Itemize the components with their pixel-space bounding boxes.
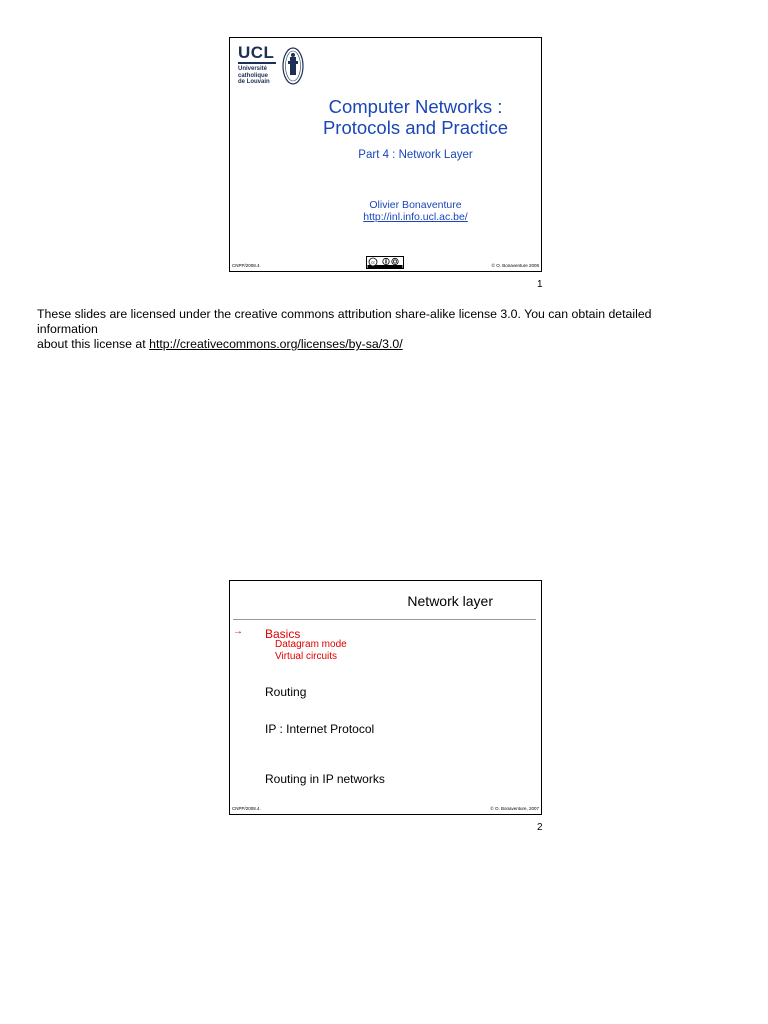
subitem-datagram-mode: Datagram mode bbox=[275, 639, 347, 650]
item-routing: Routing bbox=[265, 685, 307, 699]
slide-1-title: Computer Networks : Protocols and Practice bbox=[322, 96, 509, 138]
slide-1 bbox=[229, 37, 542, 272]
ucl-logo-subtitle: Université catholique de Louvain bbox=[238, 66, 270, 85]
license-link[interactable]: http://creativecommons.org/licenses/by-sa/3.0/ bbox=[149, 337, 403, 351]
license-line-1: These slides are licensed under the creative commons attribution share-alike license 3.0. You can obtain detailed information bbox=[37, 307, 652, 336]
slide-2-footer-right: © O. Bonaventure, 2007 bbox=[490, 806, 539, 811]
slide-1-footer-right: © O. Bonaventure 2008 bbox=[491, 263, 539, 268]
item-basics: Basics bbox=[265, 627, 301, 641]
slide-2-title: Network layer bbox=[407, 593, 493, 609]
ucl-logo-word: UCL bbox=[238, 43, 275, 62]
title-divider bbox=[233, 619, 536, 620]
item-ip: IP : Internet Protocol bbox=[265, 722, 375, 736]
creative-commons-by-sa-icon bbox=[366, 256, 404, 269]
slide-2-footer-left: CNPP/2008.4. bbox=[232, 806, 261, 811]
license-line-2: about this license at http://creativecommons.org/licenses/by-sa/3.0/ bbox=[37, 337, 403, 351]
subitem-virtual-circuits: Virtual circuits bbox=[275, 651, 338, 662]
ucl-logo bbox=[238, 44, 304, 88]
svg-text:cc: cc bbox=[371, 259, 375, 265]
item-routing-ip: Routing in IP networks bbox=[265, 772, 385, 786]
slide-1-footer-left: CNPP/2008.4. bbox=[232, 263, 261, 268]
slide-1-author-block bbox=[290, 199, 541, 223]
license-paragraph bbox=[37, 307, 697, 352]
ucl-crest-icon bbox=[282, 46, 304, 86]
slide-1-part: Part 4 : Network Layer bbox=[358, 149, 473, 161]
current-item-arrow-icon: → bbox=[233, 626, 243, 637]
author-name: Olivier Bonaventure bbox=[369, 199, 462, 211]
slide-2 bbox=[229, 580, 542, 815]
page-number-1: 1 bbox=[537, 279, 543, 290]
page-number-2: 2 bbox=[537, 822, 543, 833]
author-url-link[interactable]: http://inl.info.ucl.ac.be/ bbox=[363, 211, 468, 223]
